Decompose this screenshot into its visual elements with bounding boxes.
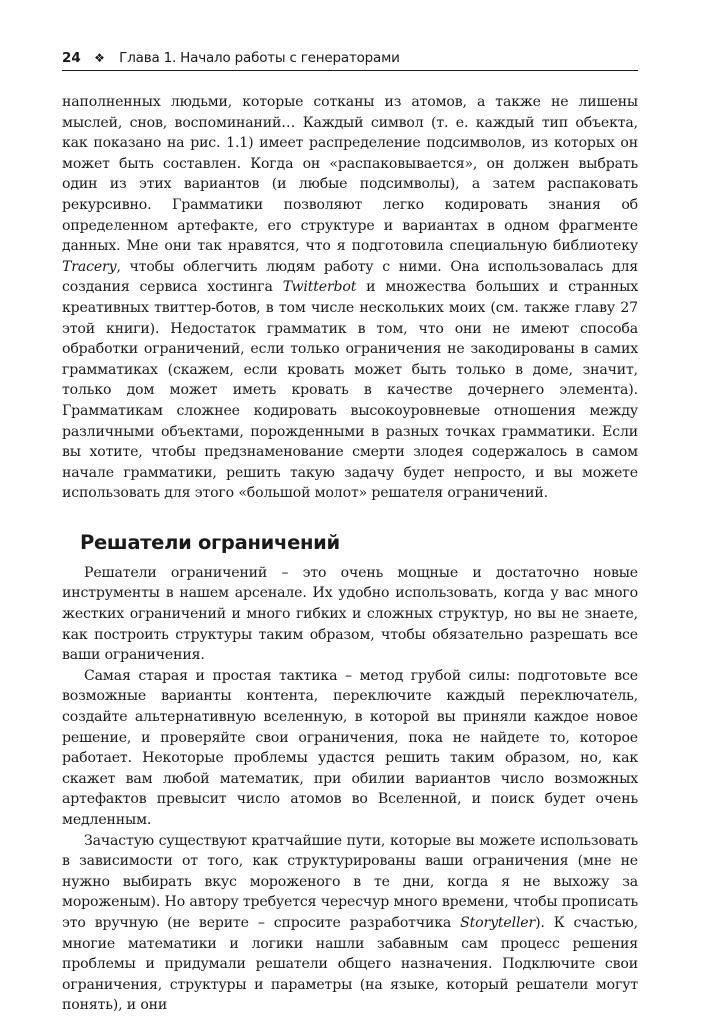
service-name-twitterbot: Twitterbot <box>282 279 357 296</box>
page-number: 24 <box>62 50 81 66</box>
ornament-icon: ❖ <box>94 51 105 65</box>
body-text <box>62 92 638 1016</box>
product-name-storyteller: Storyteller <box>460 914 536 931</box>
paragraph-continued: наполненных людьми, которые сотканы из атомов, а также не лишены мыслей, снов, воспоминаний… Каждый символ (т. е. каждый тип объекта, как показано на рис. 1.1) имеет распределение подсимволов, из которых он может быть составлен. Когда он «распаковывается», он должен выбрать один из этих вариантов (и любые подсимволы), а затем распаковать рекурсивно. Грамматики позволяют легко кодировать знания об определенном артефакте, его структуре и вариантах в одном фрагменте данных. Мне они так нравятся, что я подготовила специальную библиотеку Tracery, чтобы облегчить людям работу с ними. Она использовалась для создания сервиса хостинга Twitterbot и множества больших и странных креативных твиттер-ботов, в том числе нескольких моих (см. также главу 27 этой книги). Недостаток грамматик в том, что они не имеют способа обработки ограничений, если только ограничения не закодированы в самих грамматиках (скажем, если кровать может быть только в доме, значит, только дом может иметь кровать в качестве дочернего элемента). Грамматикам сложнее кодировать высокоуровневые отношения между различными объектами, порожденными в разных точках грамматики. Если вы хотите, чтобы предзнаменование смерти злодея содержалось в самом начале грамматики, решить такую задачу будет непросто, и вы можете использовать для этого «большой молот» решателя ограничений. <box>62 94 638 502</box>
library-name-tracery: Tracery <box>62 258 117 275</box>
running-header <box>62 48 638 71</box>
section-heading: Решатели ограничений <box>80 530 340 554</box>
chapter-title: Глава 1. Начало работы с генераторами <box>119 50 400 66</box>
paragraph: Самая старая и простая тактика – метод грубой силы: подготовьте все возможные варианты контента, переключите каждый переключатель, создайте альтернативную вселенную, в которой вы приняли каждое новое решение, и проверяйте свои ограничения, пока не найдете то, которое работает. Некоторые проблемы удастся решить таким образом, но, как скажет вам любой математик, при обилии вариантов число возможных артефактов превысит число атомов во Вселенной, и поиск будет очень медленным. <box>62 667 638 828</box>
paragraph: Решатели ограничений – это очень мощные и достаточно новые инструменты в нашем арсенале. Их удобно использовать, когда у вас много жестких ограничений и много гибких и сложных структур, но вы не знаете, как построить структуры таким образом, чтобы обязательно разрешать все ваши ограничения. <box>62 564 638 664</box>
paragraph: Зачастую существуют кратчайшие пути, которые вы можете использовать в зависимости от того, как структурированы ваши ограничения (мне не нужно выбирать вкус мороженого в те дни, когда я не выхожу за мороженым). Но автору требуется чересчур много времени, чтобы прописать это вручную (не верите – спросите разработчика Storyteller). К счастью, многие математики и логики нашли забавным сам процесс решения проблемы и придумали решатели общего назначения. Подключите свои ограничения, структуры и параметры (на языке, который решатели могут понять), и они <box>62 832 639 1014</box>
